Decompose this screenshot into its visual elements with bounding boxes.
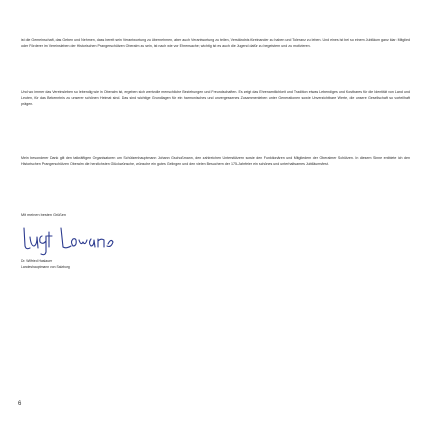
signer-role: Landeshauptmann von Salzburg [21,265,70,269]
signer-block [21,258,70,270]
page-number: 6 [18,401,22,407]
paragraph-3: Mein besonderer Dank gilt den tatkräftigen Organisatoren um Schützenhauptmann Johann Gschoßmann, den zahlreichen Unterstützern sowie den Funktionären und Mitgliedern der Oberalmer Schützen. In diesem Sinne entbiete ich den Historischen Prangerschützen Oberalm die herzlichsten Glückwünsche, wünsche ein gutes Gelingen und den vielen Besuchern der 175-Jahrfeier ein schönes und unterhaltsames Jubiläumsfest. [21,156,410,166]
signer-name: Dr. Wilfried Haslauer [21,259,53,263]
closing-greeting: Mit meinen besten Grüßen [21,213,66,217]
paragraph-2: Und wo immer das Vereinsleben so lebendig wie in Oberalm ist, ergeben sich wertvolle menschliche Beziehungen und Freundschaften. Es zeigt das Ehrenamtlichkeit und Tradition etwas Lebendiges und Kostbares für die Identität von Land und Leuten, für das Bekenntnis zu unserer schönen Heimat sind. Das sind wichtige Grundlagen für ein harmonisches und unvergessenes Zusammenleben unter Generationen sowie Unverzichtbare Werte, die unsere Gesellschaft so vorteilhaft prägen. [21,90,410,106]
paragraph-1: ist die Gemeinschaft, das Geben und Nehmen, dass bereit sein Verantwortung zu übernehmen, aber auch Verantwortung zu teilen, Verständnis füreinander zu haben und Toleranz zu leben. Und eines ist bei so einem Jubiläum ganz klar: Mitglied oder Förderer im Vereinsleben der Historischen Prangerschützen Oberalm zu sein, ist nach wie vor Ehrensache; wichtig ist es auch die Jugend dafür zu begeistern und zu motivieren. [21,38,410,48]
handwritten-signature [21,222,131,256]
